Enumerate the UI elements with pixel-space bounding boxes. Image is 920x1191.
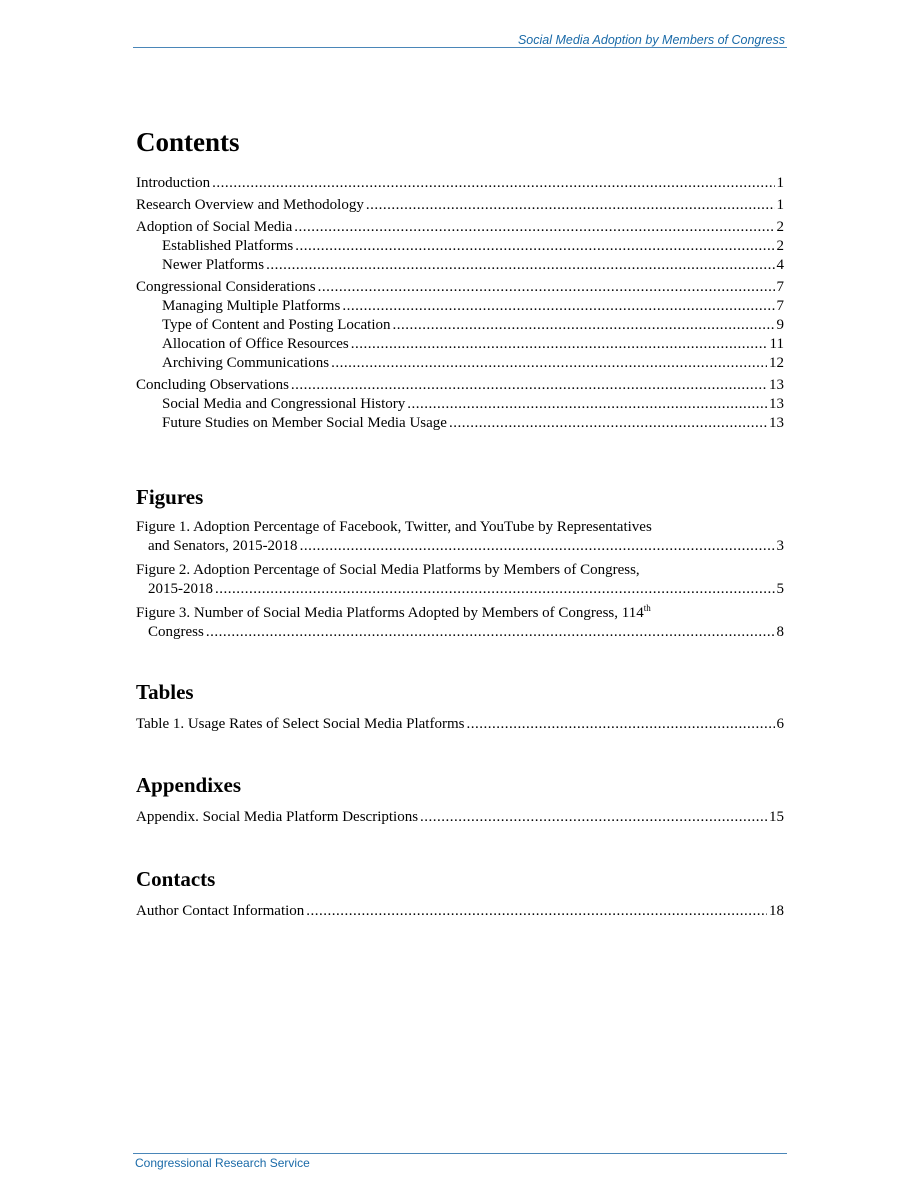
tables-list	[136, 715, 784, 734]
toc-entry-concluding[interactable]	[136, 376, 784, 395]
ordinal-suffix: th	[643, 603, 651, 613]
appendixes-heading: Appendixes	[136, 773, 242, 797]
figure-entry-title	[136, 604, 784, 623]
toc-entry-label: Newer Platforms	[162, 257, 265, 273]
contacts-heading: Contacts	[136, 867, 216, 891]
leader-dots	[294, 218, 774, 237]
leader-dots	[291, 376, 767, 395]
figures-heading: Figures	[136, 485, 204, 509]
toc-entry-label: Research Overview and Methodology	[136, 197, 364, 213]
toc-entry-page: 9	[776, 317, 784, 333]
footer-org: Congressional Research Service	[135, 1156, 310, 1170]
toc-entry-type-of-content[interactable]	[136, 316, 784, 335]
leader-dots	[331, 354, 767, 373]
leader-dots	[366, 196, 775, 215]
contents-section	[136, 126, 784, 433]
contact-entry-page: 18	[769, 903, 784, 919]
toc-entry-adoption[interactable]	[136, 218, 784, 237]
contact-entry-1[interactable]	[136, 902, 784, 921]
table-entry-1[interactable]	[136, 715, 784, 734]
toc-entry-label: Introduction	[136, 175, 211, 191]
contacts-section	[136, 866, 784, 921]
figure-entry-title-text: Figure 3. Number of Social Media Platforms Adopted by Members of Congress, 114	[136, 605, 644, 621]
figure-entry-title: Figure 1. Adoption Percentage of Facebook, Twitter, and YouTube by Representatives	[136, 519, 652, 535]
toc-entry-label: Congressional Considerations	[136, 279, 316, 295]
figure-entry-2[interactable]	[136, 561, 784, 599]
toc-entry-page: 7	[776, 298, 784, 314]
table-entry-page: 6	[776, 716, 784, 732]
toc-entry-label: Type of Content and Posting Location	[162, 317, 391, 333]
toc-entry-congressional-considerations[interactable]	[136, 278, 784, 297]
leader-dots	[306, 902, 767, 921]
leader-dots	[206, 623, 775, 642]
figure-entry-page: 3	[776, 538, 784, 554]
leader-dots	[420, 808, 767, 827]
toc-entry-label: Concluding Observations	[136, 377, 289, 393]
toc-entry-page: 11	[769, 336, 784, 352]
toc-entry-page: 2	[776, 219, 784, 235]
toc-entry-established-platforms[interactable]	[136, 237, 784, 256]
figure-entry-3[interactable]	[136, 604, 784, 642]
leader-dots	[300, 537, 775, 556]
toc-entry-label: Archiving Communications	[162, 355, 330, 371]
toc-entry-future-studies[interactable]	[136, 414, 784, 433]
leader-dots	[295, 237, 774, 256]
toc-entry-label: Allocation of Office Resources	[162, 336, 349, 352]
figure-entry-page: 5	[776, 581, 784, 597]
leader-dots	[215, 580, 775, 599]
leader-dots	[212, 174, 774, 193]
tables-section	[136, 679, 784, 734]
toc-entry-page: 7	[776, 279, 784, 295]
toc-entry-page: 13	[769, 415, 784, 431]
figure-entry-continuation	[136, 580, 784, 599]
toc-entry-label: Future Studies on Member Social Media Usage	[162, 415, 447, 431]
leader-dots	[318, 278, 775, 297]
toc-entry-archiving[interactable]	[136, 354, 784, 373]
figure-entry-label: and Senators, 2015-2018	[148, 538, 298, 554]
figure-entry-title: Figure 2. Adoption Percentage of Social Media Platforms by Members of Congress,	[136, 562, 640, 578]
footer-rule	[133, 1153, 787, 1154]
contacts-list	[136, 902, 784, 921]
contents-list	[136, 174, 784, 433]
toc-entry-page: 1	[776, 175, 784, 191]
running-header-title: Social Media Adoption by Members of Congress	[517, 33, 785, 47]
toc-entry-page: 1	[776, 197, 784, 213]
leader-dots	[351, 335, 768, 354]
figures-section	[136, 484, 784, 642]
toc-entry-social-media-history[interactable]	[136, 395, 784, 414]
table-entry-label: Table 1. Usage Rates of Select Social Media Platforms	[136, 716, 465, 732]
figure-entry-label: Congress	[148, 624, 204, 640]
toc-entry-label: Established Platforms	[162, 238, 294, 254]
toc-entry-page: 12	[769, 355, 784, 371]
leader-dots	[466, 715, 774, 734]
leader-dots	[342, 297, 774, 316]
toc-entry-allocation[interactable]	[136, 335, 784, 354]
figure-entry-1[interactable]	[136, 518, 784, 556]
appendix-entry-1[interactable]	[136, 808, 784, 827]
figure-entry-continuation	[136, 623, 784, 642]
header-rule	[133, 47, 787, 48]
toc-entry-newer-platforms[interactable]	[136, 256, 784, 275]
appendix-entry-label: Appendix. Social Media Platform Descriptions	[136, 809, 419, 825]
appendixes-list	[136, 808, 784, 827]
figure-entry-page: 8	[776, 624, 784, 640]
appendix-entry-page: 15	[769, 809, 784, 825]
toc-entry-label: Managing Multiple Platforms	[162, 298, 341, 314]
toc-entry-introduction[interactable]	[136, 174, 784, 193]
tables-heading: Tables	[136, 680, 194, 704]
toc-entry-managing-platforms[interactable]	[136, 297, 784, 316]
figure-entry-label: 2015-2018	[148, 581, 213, 597]
toc-entry-research-overview[interactable]	[136, 196, 784, 215]
leader-dots	[266, 256, 774, 275]
appendixes-section	[136, 772, 784, 827]
toc-entry-page: 13	[769, 377, 784, 393]
toc-entry-page: 2	[776, 238, 784, 254]
toc-entry-page: 4	[776, 257, 784, 273]
toc-entry-label: Social Media and Congressional History	[162, 396, 406, 412]
leader-dots	[449, 414, 767, 433]
leader-dots	[393, 316, 775, 335]
figure-entry-continuation	[136, 537, 784, 556]
toc-entry-label: Adoption of Social Media	[136, 219, 293, 235]
leader-dots	[407, 395, 767, 414]
figures-list	[136, 518, 784, 642]
contact-entry-label: Author Contact Information	[136, 903, 305, 919]
toc-entry-page: 13	[769, 396, 784, 412]
contents-heading: Contents	[136, 127, 240, 157]
